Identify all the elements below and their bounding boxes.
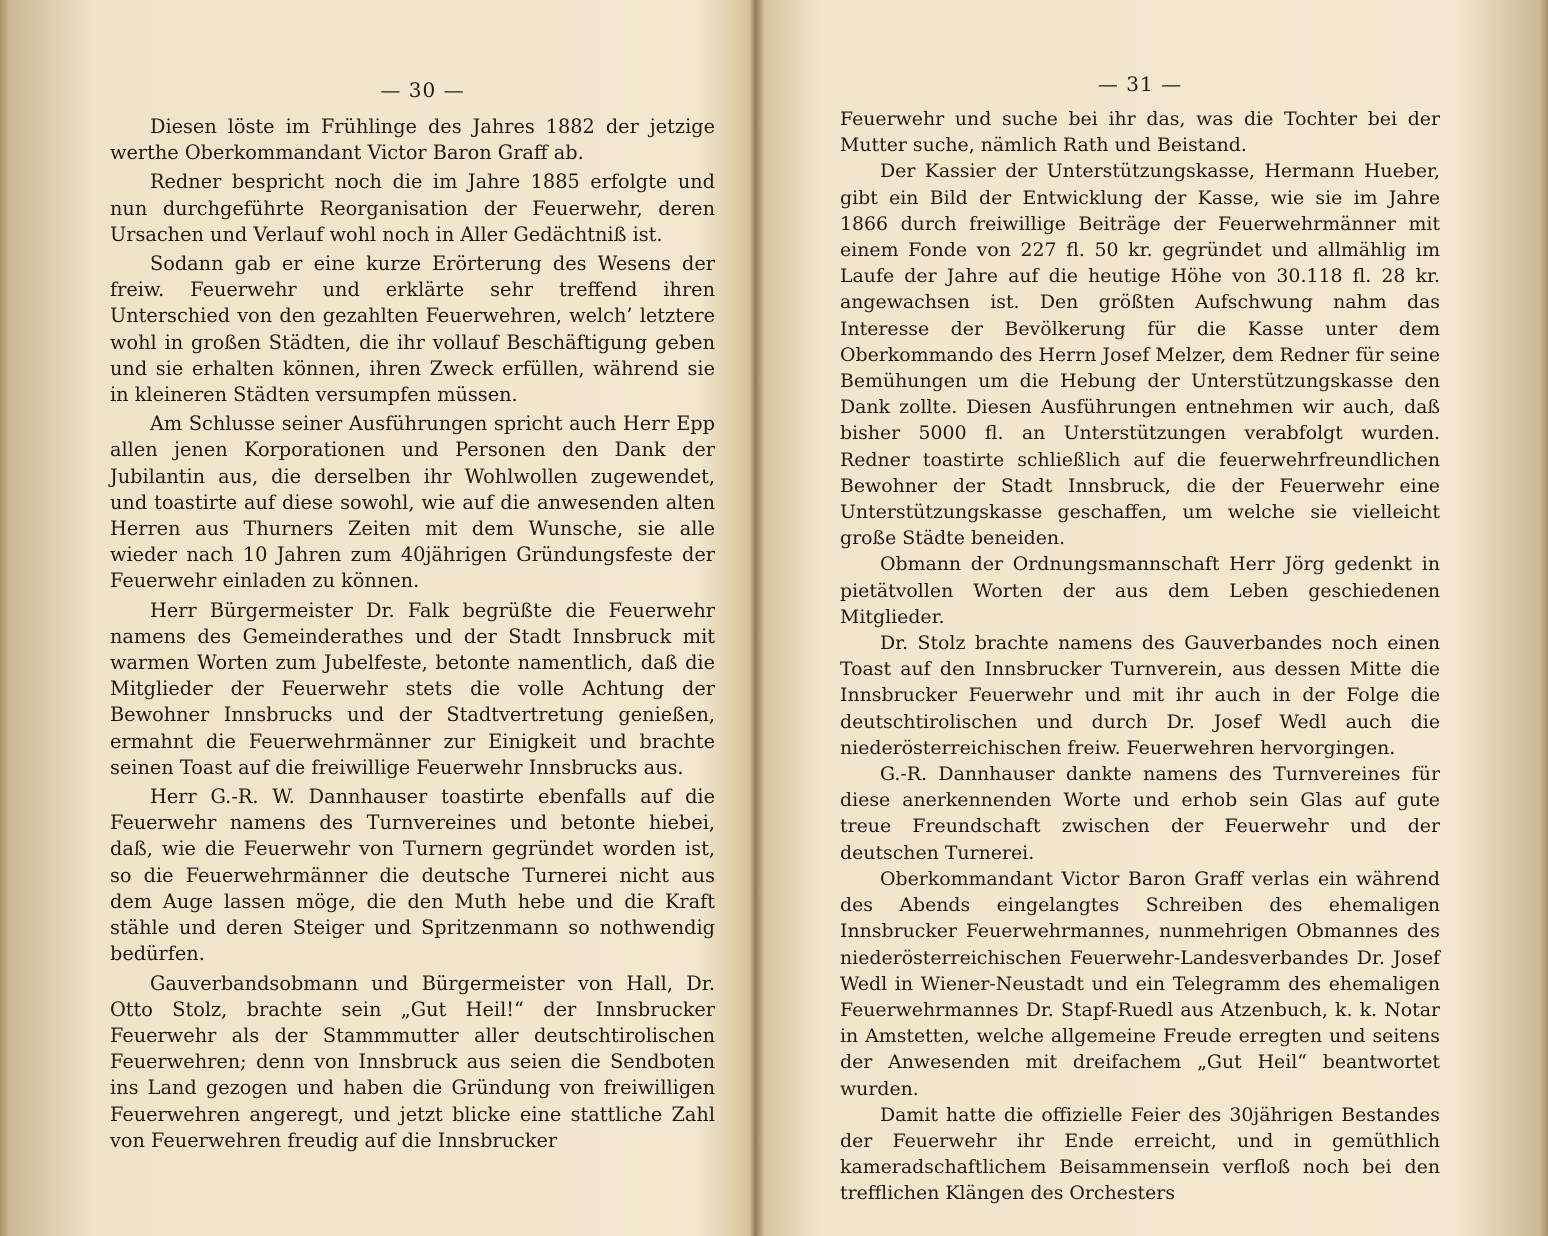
paragraph: Der Kassier der Unterstützungskasse, Hermann Hueber, gibt ein Bild der Entwicklung der Kasse, wie sie im Jahre 1866 durch freiwillige Beiträge der Feuerwehrmänner mit einem Fonde von 227 fl. 50 kr. gegründet und allmählig im Laufe der Jahre auf die heutige Höhe von 30.118 fl. 28 kr. angewachsen ist. Den größten Aufschwung nahm das Interesse der Bevölkerung für die Kasse unter dem Oberkommando des Herrn Josef Melzer, dem Redner für seine Bemühungen um die Hebung der Unterstützungskasse den Dank zollte. Diesen Ausführungen entnehmen wir auch, daß bisher 5000 fl. an Unterstützungen verabfolgt wurden. Redner toastirte schließlich auf die feuerwehrfreundlichen Bewohner der Stadt Innsbruck, die der Feuerwehr eine Unterstützungskasse geschaffen, um welche sie vielleicht große Städte beneiden. [840,160,1440,550]
paragraph: Sodann gab er eine kurze Erörterung des Wesens der freiw. Feuerwehr und erklärte sehr treffend ihren Unterschied von den gezahlten Feuerwehren, welch’ letztere wohl in großen Städten, die ihr vollauf Beschäftigung geben und sie erhalten können, ihren Zweck erfüllen, während sie in kleineren Städten versumpfen müssen. [110,252,715,407]
paragraph: Gauverbandsobmann und Bürgermeister von Hall, Dr. Otto Stolz, brachte sein „Gut Heil!“ der Innsbrucker Feuerwehr als der Stammmutter aller deutschtirolischen Feuerwehren; denn von Innsbruck aus seien die Sendboten ins Land gezogen und haben die Gründung von freiwilligen Feuerwehren angeregt, und jetzt blicke eine stattliche Zahl von Feuerwehren freudig auf die Innsbrucker [110,971,715,1152]
paragraph: Oberkommandant Victor Baron Graff verlas ein während des Abends eingelangtes Schreiben des ehemaligen Innsbrucker Feuerwehrmannes, nunmehrigen Obmannes des niederösterreichischen Feuerwehr-Landesverbandes Dr. Josef Wedl in Wiener-Neustadt und ein Telegramm des ehemaligen Feuerwehrmannes Dr. Stapf-Ruedl aus Atzenbuch, k. k. Notar in Amstetten, welche allgemeine Freude erregten und seitens der Anwesenden mit dreifachem „Gut Heil“ beantwortet wurden. [840,867,1440,1100]
paragraph: Redner bespricht noch die im Jahre 1885 erfolgte und nun durchgeführte Reorganisation der Feuerwehr, deren Ursachen und Verlauf wohl noch in Aller Gedächtniß ist. [110,170,715,246]
page-number-right: — 31 — [1097,72,1183,96]
page-edge-left [0,0,10,1236]
left-page [110,0,715,1236]
paragraph: Dr. Stolz brachte namens des Gauverbandes noch einen Toast auf den Innsbrucker Turnverein, aus dessen Mitte die Innsbrucker Feuerwehr und mit ihr auch in der Folge die deutschtirolischen und durch Dr. Josef Wedl auch die niederösterreichischen freiw. Feuerwehren hervorgingen. [840,632,1440,759]
paragraph: Am Schlusse seiner Ausführungen spricht auch Herr Epp allen jenen Korporationen und Personen den Dank der Jubilantin aus, die derselben ihr Wohlwollen zugewendet, und toastirte auf diese sowohl, wie auf die anwesenden alten Herren aus Thurners Zeiten mit dem Wunsche, sie alle wieder nach 10 Jahren zum 40jährigen Gründungsfeste der Feuerwehr einladen zu können. [110,412,715,593]
page-number-left: — 30 — [380,78,465,102]
paragraph: Herr Bürgermeister Dr. Falk begrüßte die Feuerwehr namens des Gemeinderathes und der Stadt Innsbruck mit warmen Worten zum Jubelfeste, betonte namentlich, daß die Mitglieder der Feuerwehr stets die volle Achtung der Bewohner Innsbrucks und der Stadtvertretung genießen, ermahnt die Feuerwehrmänner zur Einigkeit und brachte seinen Toast auf die freiwillige Feuerwehr Innsbrucks aus. [110,598,715,779]
paragraph: Feuerwehr und suche bei ihr das, was die Tochter bei der Mutter suche, nämlich Rath und Beistand. [840,108,1440,157]
paragraph: Obmann der Ordnungsmannschaft Herr Jörg gedenkt in pietätvollen Worten der aus dem Leben geschiedenen Mitglieder. [840,553,1440,628]
right-page [840,0,1440,1236]
page-edge-right [1538,0,1548,1236]
paragraph: Herr G.-R. W. Dannhauser toastirte ebenfalls auf die Feuerwehr namens des Turnvereines und betonte hiebei, daß, wie die Feuerwehr von Turnern gegründet worden ist, so die Feuerwehrmänner die deutsche Turnerei nicht aus dem Auge lassen möge, die den Muth hebe und die Kraft stähle und deren Steiger und Spritzenmann so nothwendig bedürfen. [110,785,715,966]
paragraph: Damit hatte die offizielle Feier des 30jährigen Bestandes der Feuerwehr ihr Ende erreicht, und in gemüthlich kameradschaftlichem Beisammensein verfloß noch bei den trefflichen Klängen des Orchesters [840,1103,1440,1205]
paragraph: Diesen löste im Frühlinge des Jahres 1882 der jetzige werthe Oberkommandant Victor Baron Graff ab. [110,115,715,165]
paragraph: G.-R. Dannhauser dankte namens des Turnvereines für diese anerkennenden Worte und erhob sein Glas auf gute treue Freundschaft zwischen der Feuerwehr und der deutschen Turnerei. [840,763,1440,864]
